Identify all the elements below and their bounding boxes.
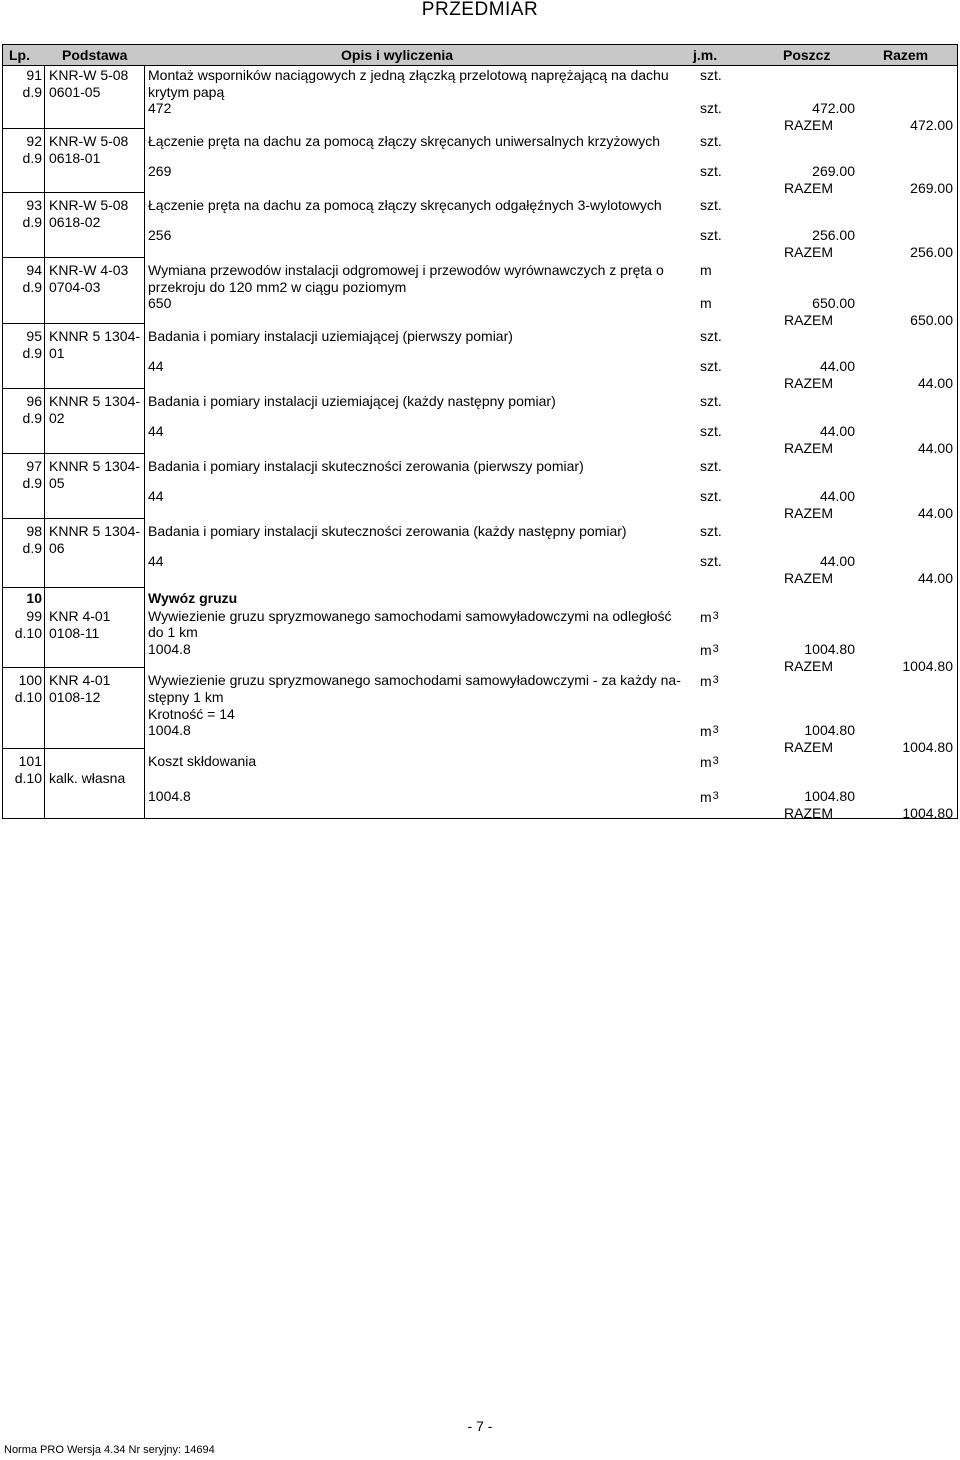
item-razem-label: RAZEM	[784, 505, 833, 521]
item-quantity-unit: szt.	[700, 488, 722, 504]
item-description: Badania i pomiary instalacji skuteczności zerowania (pierwszy pomiar)	[148, 458, 584, 474]
item-section: d.9	[22, 150, 42, 166]
page-title: PRZEDMIAR	[421, 0, 539, 20]
item-description: Wywiezienie gruzu spryzmowanego samochodami samowyładowczymi - za każdy na-	[148, 672, 681, 688]
item-quantity-unit: szt.	[700, 423, 722, 439]
row-divider	[2, 323, 145, 324]
item-quantity-unit: szt.	[700, 227, 722, 243]
item-poszcz: 44.00	[819, 488, 855, 504]
item-description: Łączenie pręta na dachu za pomocą złączy skręcanych uniwersalnych krzyżowych	[148, 133, 661, 149]
item-basis-code: 0108-11	[49, 625, 100, 641]
row-divider	[2, 388, 145, 389]
row-divider	[2, 128, 145, 129]
item-razem: 1004.80	[902, 658, 953, 674]
item-section: d.10	[14, 689, 42, 705]
item-unit: szt.	[700, 197, 722, 213]
item-razem: 1004.80	[902, 805, 953, 821]
item-number: 94	[26, 262, 42, 278]
item-number: 95	[26, 328, 42, 344]
item-section: d.9	[22, 345, 42, 361]
item-quantity: 472	[148, 100, 172, 116]
row-divider	[2, 748, 145, 749]
item-section: d.9	[22, 84, 42, 100]
item-quantity-unit: szt.	[700, 163, 722, 179]
item-quantity: 44	[148, 423, 164, 439]
item-multiplier: Krotność = 14	[148, 706, 235, 722]
item-basis-code: 06	[49, 540, 65, 556]
item-quantity-unit: szt.	[700, 358, 722, 374]
cube-superscript: 3	[712, 643, 719, 655]
item-basis: KNNR 5 1304-	[49, 393, 141, 409]
item-quantity-unit	[700, 788, 719, 805]
row-divider	[2, 587, 145, 588]
item-description: Badania i pomiary instalacji uziemiającej (każdy następny pomiar)	[148, 393, 556, 409]
item-poszcz: 472.00	[812, 100, 855, 116]
item-razem-label: RAZEM	[784, 440, 833, 456]
item-section: d.10	[14, 770, 42, 786]
item-quantity-unit: m	[700, 295, 712, 311]
item-basis-code: 02	[49, 410, 65, 426]
item-quantity-unit-text: m	[700, 642, 712, 658]
section-title: Wywóz gruzu	[148, 590, 238, 606]
item-razem-label: RAZEM	[784, 244, 833, 260]
item-unit: szt.	[700, 523, 722, 539]
item-razem: 44.00	[917, 505, 953, 521]
item-quantity: 1004.8	[148, 641, 191, 657]
item-number: 93	[26, 197, 42, 213]
item-unit: szt.	[700, 67, 722, 83]
item-description-cont: stępny 1 km	[148, 689, 224, 705]
col-header-podstawa: Podstawa	[62, 47, 128, 63]
item-unit: szt.	[700, 458, 722, 474]
item-description: Badania i pomiary instalacji uziemiającej (pierwszy pomiar)	[148, 328, 513, 344]
item-number: 98	[26, 523, 42, 539]
item-quantity: 44	[148, 553, 164, 569]
item-basis: KNNR 5 1304-	[49, 523, 141, 539]
item-quantity-unit-text: m	[700, 723, 712, 739]
item-basis: KNR 4-01	[49, 608, 111, 624]
item-description: Łączenie pręta na dachu za pomocą złączy skręcanych odgałęźnych 3-wylotowych	[148, 197, 662, 213]
item-razem-label: RAZEM	[784, 375, 833, 391]
item-quantity-unit	[700, 641, 719, 658]
table-header	[2, 44, 958, 66]
item-basis-code: 01	[49, 345, 65, 361]
item-razem: 44.00	[917, 375, 953, 391]
col-header-poszcz: Poszcz	[783, 47, 831, 63]
item-unit-text: m	[700, 609, 712, 625]
item-section: d.9	[22, 214, 42, 230]
cube-superscript: 3	[712, 755, 719, 767]
item-quantity: 44	[148, 488, 164, 504]
item-description: Badania i pomiary instalacji skuteczności zerowania (każdy następny pomiar)	[148, 523, 627, 539]
item-poszcz: 44.00	[819, 553, 855, 569]
col-header-lp: Lp.	[9, 47, 30, 63]
cube-superscript: 3	[712, 790, 719, 802]
item-basis: KNNR 5 1304-	[49, 328, 141, 344]
item-description: Wywiezienie gruzu spryzmowanego samochodami samowyładowczymi na odległość	[148, 608, 672, 624]
item-razem-label: RAZEM	[784, 658, 833, 674]
item-razem: 269.00	[910, 180, 953, 196]
item-quantity: 256	[148, 227, 172, 243]
item-section: d.9	[22, 540, 42, 556]
item-razem: 256.00	[910, 244, 953, 260]
item-basis: KNR-W 5-08	[49, 133, 129, 149]
item-description-cont: przekroju do 120 mm2 w ciągu poziomym	[148, 279, 407, 295]
item-basis-code: 0108-12	[49, 689, 101, 705]
item-quantity-unit-text: m	[700, 789, 712, 805]
item-basis: KNR-W 5-08	[49, 67, 129, 83]
item-unit	[700, 753, 719, 770]
item-unit: szt.	[700, 328, 722, 344]
item-section: d.10	[14, 625, 42, 641]
row-divider	[2, 667, 145, 668]
row-divider	[2, 257, 145, 258]
item-poszcz: 269.00	[812, 163, 855, 179]
item-number: 91	[26, 67, 42, 83]
col-header-jm: j.m.	[693, 47, 718, 63]
item-number: 92	[26, 133, 42, 149]
item-basis-code: 0618-02	[49, 214, 101, 230]
item-razem: 44.00	[917, 440, 953, 456]
item-basis: KNNR 5 1304-	[49, 458, 141, 474]
footer-text: Norma PRO Wersja 4.34 Nr seryjny: 14694	[4, 1444, 215, 1456]
item-description-cont: do 1 km	[148, 624, 198, 640]
item-unit: szt.	[700, 393, 722, 409]
item-number: 100	[18, 672, 42, 688]
item-number: 96	[26, 393, 42, 409]
item-unit-text: m	[700, 673, 712, 689]
item-razem: 650.00	[910, 312, 953, 328]
item-basis: KNR-W 5-08	[49, 197, 129, 213]
row-divider	[2, 453, 145, 454]
item-unit: szt.	[700, 133, 722, 149]
item-quantity: 269	[148, 163, 172, 179]
item-description-cont: krytym papą	[148, 84, 225, 100]
item-quantity: 650	[148, 295, 172, 311]
item-unit	[700, 608, 719, 625]
item-quantity-unit	[700, 722, 719, 739]
item-number: 97	[26, 458, 42, 474]
item-razem-label: RAZEM	[784, 312, 833, 328]
section-number: 10	[26, 590, 42, 606]
col-divider	[144, 66, 145, 819]
item-quantity: 1004.8	[148, 722, 191, 738]
item-number: 101	[18, 753, 42, 769]
item-quantity: 1004.8	[148, 788, 191, 804]
item-poszcz: 1004.80	[804, 788, 855, 804]
item-poszcz: 1004.80	[804, 641, 855, 657]
page-number: - 7 -	[467, 1418, 493, 1434]
item-description: Wymiana przewodów instalacji odgromowej i przewodów wyrównawczych z pręta o	[148, 262, 664, 278]
item-basis-code: 0704-03	[49, 279, 101, 295]
item-unit	[700, 672, 719, 689]
item-poszcz: 44.00	[819, 358, 855, 374]
item-razem-label: RAZEM	[784, 180, 833, 196]
item-razem-label: RAZEM	[784, 570, 833, 586]
item-number: 99	[26, 608, 42, 624]
item-quantity-unit: szt.	[700, 100, 722, 116]
item-quantity: 44	[148, 358, 164, 374]
item-basis-code: 0618-01	[49, 150, 101, 166]
col-header-razem: Razem	[883, 47, 929, 63]
item-unit-text: m	[700, 754, 712, 770]
item-description: Koszt skłdowania	[148, 753, 257, 769]
item-razem: 44.00	[917, 570, 953, 586]
item-poszcz: 256.00	[812, 227, 855, 243]
item-razem-label: RAZEM	[784, 739, 833, 755]
item-basis-code: 05	[49, 475, 65, 491]
item-unit: m	[700, 262, 712, 278]
item-section: d.9	[22, 410, 42, 426]
item-basis-code: 0601-05	[49, 84, 101, 100]
cube-superscript: 3	[712, 724, 719, 736]
item-poszcz: 650.00	[812, 295, 855, 311]
item-razem-label: RAZEM	[784, 805, 833, 821]
col-divider	[44, 66, 45, 819]
item-basis: KNR-W 4-03	[49, 262, 129, 278]
item-poszcz: 1004.80	[804, 722, 855, 738]
item-quantity-unit: szt.	[700, 553, 722, 569]
item-razem-label: RAZEM	[784, 117, 833, 133]
cube-superscript: 3	[712, 610, 719, 622]
item-basis: KNR 4-01	[49, 672, 111, 688]
item-description: Montaż wsporników naciągowych z jedną złączką przelotową naprężającą na dachu	[148, 67, 669, 83]
item-basis-code: kalk. własna	[49, 770, 126, 786]
row-divider	[2, 192, 145, 193]
col-header-opis: Opis i wyliczenia	[341, 47, 454, 63]
item-section: d.9	[22, 279, 42, 295]
item-razem: 1004.80	[902, 739, 953, 755]
cube-superscript: 3	[712, 674, 719, 686]
item-section: d.9	[22, 475, 42, 491]
item-poszcz: 44.00	[819, 423, 855, 439]
row-divider	[2, 518, 145, 519]
item-razem: 472.00	[910, 117, 953, 133]
